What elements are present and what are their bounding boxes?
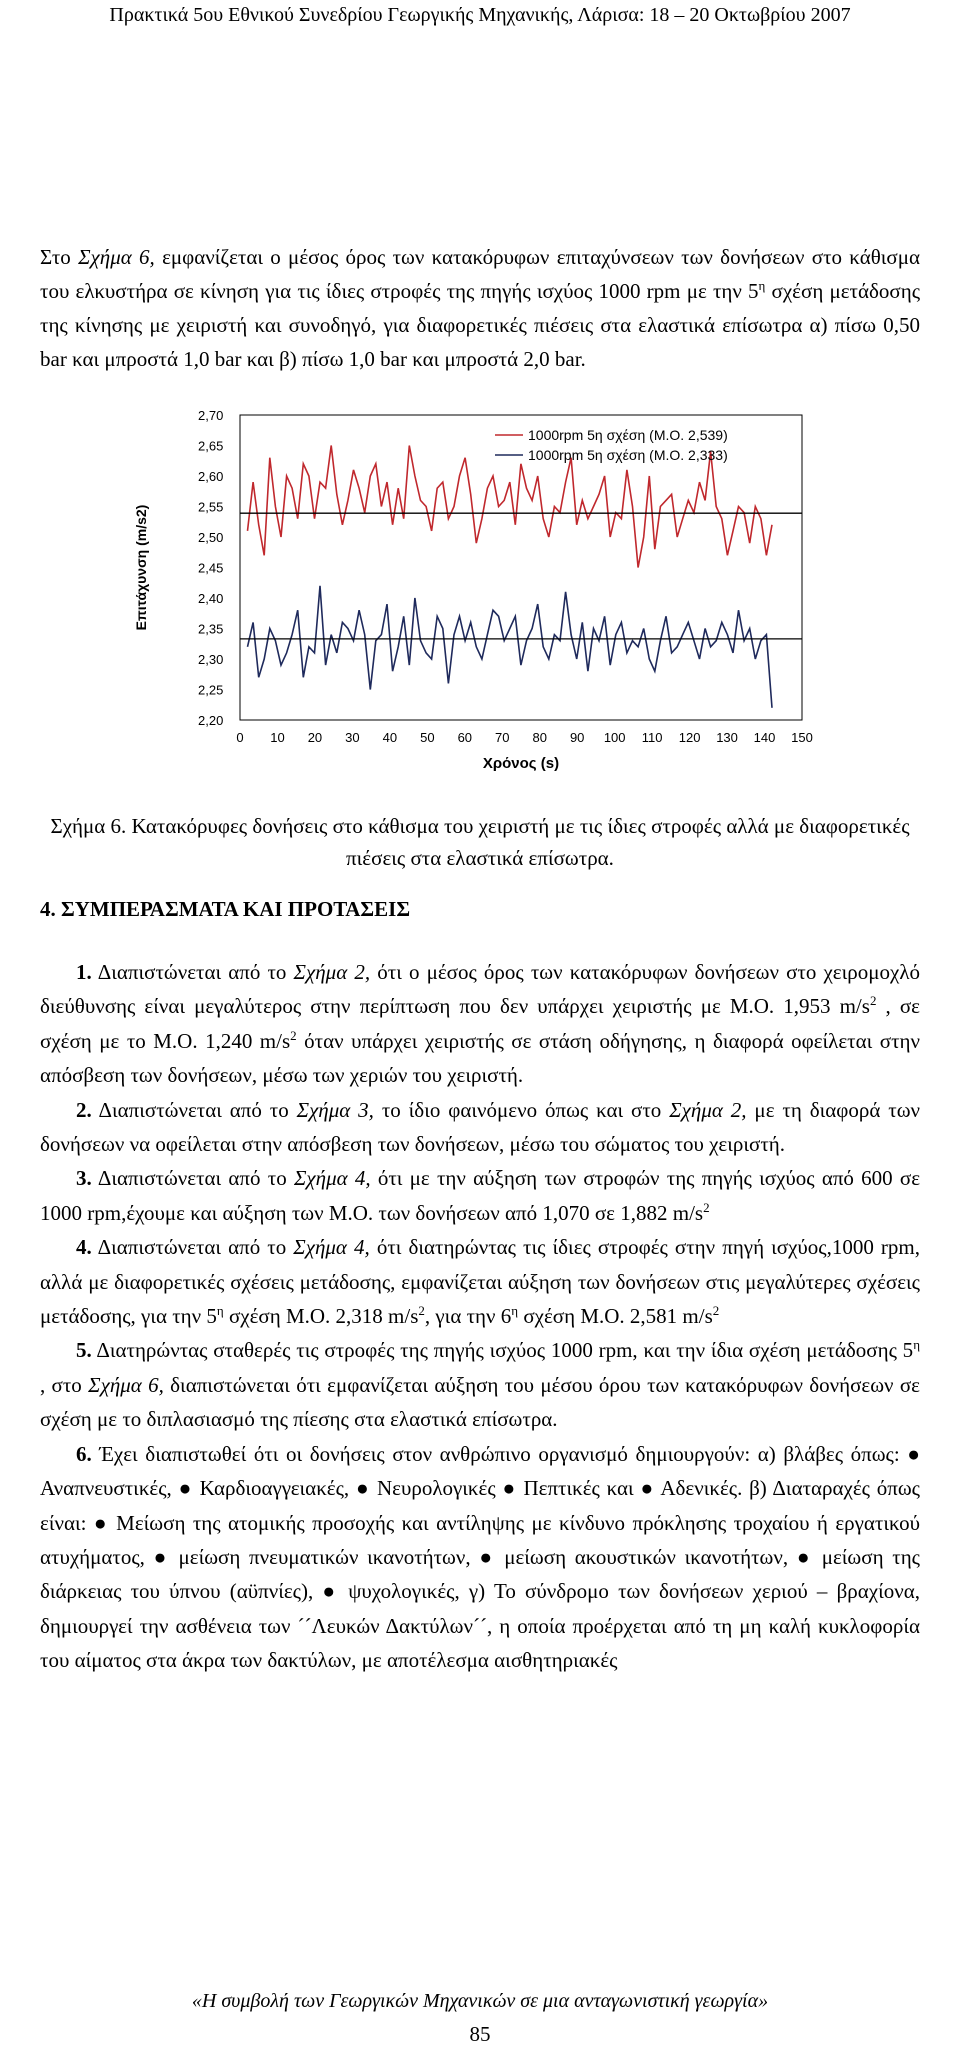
item-text: διαπιστώνεται ότι εμφανίζεται αύξηση του μέσου όρου των κατακόρυφων δονήσεων σε σχέση με το διπλασιασμό της πίεσης στα ελαστικά επίσωτρα. bbox=[40, 1372, 920, 1432]
figure-caption: Σχήμα 6. Κατακόρυφες δονήσεις στο κάθισμα του χειριστή με τις ίδιες στροφές αλλά με διαφορετικές πιέσεις στα ελαστικά επίσωτρα. bbox=[50, 814, 910, 870]
y-tick-label: 2,65 bbox=[198, 438, 224, 454]
x-axis-title: Χρόνος (s) bbox=[482, 755, 560, 772]
item-text: ότι με την αύξηση των στροφών της πηγής ισχύος από 600 σε 1000 rpm,έχουμε και αύξηση των Μ.Ο. των δονήσεων από 1,070 σε 1,882 m/s bbox=[40, 1166, 921, 1225]
item-number: 4. bbox=[76, 1235, 92, 1260]
x-tick-label: 150 bbox=[791, 730, 813, 745]
y-tick-label: 2,70 bbox=[198, 408, 224, 423]
item-number: 1. bbox=[76, 960, 92, 984]
series-line-1 bbox=[248, 446, 773, 568]
item-text: Έχει διαπιστωθεί ότι οι δονήσεις στον ανθρώπινο οργανισμό δημιουργούν: α) βλάβες όπως: ● Αναπνευστικές, ● Καρδιοαγγειακές, ● Νευρολογικές ● Πεπτικές και ● Αδενικές. β) Διαταραχές όπως είναι: ● Μείωση της ατομικής προσοχής και αντίληψης με κίνδυνο πρόκλησης τροχαίου ή εργατικού ατυχήματος, ● μείωση πνευματικών ικανοτήτων, ● μείωση ακουστικών ικανοτήτων, ● μείωση της διάρκειας του ύπνου (αϋπνίες), ● ψυχολογικές, γ) Το σύνδρομο των δονήσεων χεριού – βραχίονα, δημιουργεί την ασθένεια των ´´Λευκών Δακτύλων´´, η οποία προέρχεται από τη μη καλή κυκλοφορία του αίματος στα άκρα των δακτύλων, με αποτέλεσμα αισθητηριακές bbox=[40, 1441, 920, 1673]
item-text: Διατηρώντας σταθερές τις στροφές της πηγής ισχύος 1000 rpm, και την ίδια σχέση μετάδοσης 5 bbox=[91, 1338, 914, 1363]
conclusion-item-1 bbox=[40, 955, 920, 1093]
item-figure-ref: Σχήμα 6, bbox=[88, 1372, 164, 1397]
item-number: 3. bbox=[76, 1166, 92, 1191]
item-text: όταν υπάρχει χειριστής σε στάση οδήγησης, η διαφορά οφείλεται στην απόσβεση των δονήσεων, μέσω των χεριών του χειριστή. bbox=[40, 1028, 920, 1088]
item-text: Διαπιστώνεται από το bbox=[91, 1166, 294, 1191]
running-footer: «Η συμβολή των Γεωργικών Μηχανικών σε μια ανταγωνιστική γεωργία» bbox=[191, 1990, 769, 2012]
item-text: , σε σχέση με το Μ.Ο. 1,240 m/s bbox=[40, 994, 920, 1053]
item-text: σχέση Μ.Ο. 2,581 m/s bbox=[518, 1304, 713, 1329]
x-tick-label: 10 bbox=[270, 730, 285, 745]
item-superscript: η bbox=[913, 1337, 920, 1353]
page-number: 85 bbox=[469, 2022, 491, 2046]
item-text: το ίδιο φαινόμενο όπως και στο bbox=[373, 1097, 670, 1122]
item-figure-ref: Σχήμα 4, bbox=[293, 1166, 371, 1191]
y-axis-title: Επιτάχυνση (m/s2) bbox=[133, 504, 149, 631]
item-number: 2. bbox=[76, 1097, 92, 1122]
item-superscript: η bbox=[216, 1303, 224, 1319]
item-text: Διαπιστώνεται από το bbox=[91, 1235, 294, 1260]
y-tick-label: 2,25 bbox=[198, 682, 224, 698]
item-text: Διαπιστώνεται από το bbox=[91, 1097, 297, 1122]
x-tick-label: 90 bbox=[569, 730, 585, 745]
item-superscript: 2 bbox=[418, 1303, 425, 1319]
x-tick-label: 60 bbox=[457, 730, 473, 745]
y-tick-label: 2,50 bbox=[198, 530, 224, 545]
item-text: σχέση Μ.Ο. 2,318 m/s bbox=[223, 1304, 419, 1329]
y-tick-label: 2,55 bbox=[198, 499, 224, 515]
x-tick-label: 140 bbox=[753, 730, 776, 745]
conclusion-item-2 bbox=[40, 1093, 920, 1162]
x-tick-label: 0 bbox=[236, 730, 244, 745]
running-header: Πρακτικά 5ου Εθνικού Συνεδρίου Γεωργικής Μηχανικής, Λάρισα: 18 – 20 Οκτωβρίου 2007 bbox=[109, 4, 851, 26]
item-text: , για την 6 bbox=[424, 1304, 512, 1329]
item-figure-ref: Σχήμα 2, bbox=[669, 1097, 747, 1122]
x-tick-label: 30 bbox=[345, 730, 360, 745]
x-tick-label: 110 bbox=[641, 730, 663, 745]
x-tick-label: 80 bbox=[532, 730, 547, 745]
item-figure-ref: Σχήμα 4, bbox=[293, 1235, 370, 1260]
y-tick-label: 2,45 bbox=[198, 560, 224, 576]
acceleration-line-chart bbox=[120, 405, 820, 800]
intro-text-1: Στο bbox=[40, 245, 79, 269]
item-text: ότι διατηρώντας τις ίδιες στροφές στην πηγή ισχύος,1000 rpm, αλλά με διαφορετικές σχέσεις μετάδοσης, εμφανίζεται αύξηση των δονήσεων στις μεγαλύτερες σχέσεις μετάδοσης, για την 5 bbox=[40, 1235, 921, 1329]
intro-text-3: σχέση μετάδοσης της κίνησης με χειριστή και συνοδηγό, για διαφορετικές πιέσεις στα ελαστικά επίσωτρα α) πίσω 0,50 bar και μπροστά 1,0 bar και β) πίσω 1,0 bar και μπροστά 2,0 bar. bbox=[40, 279, 921, 371]
item-superscript: 2 bbox=[869, 993, 877, 1009]
y-tick-label: 2,40 bbox=[198, 591, 224, 606]
x-tick-label: 20 bbox=[307, 730, 323, 745]
legend-label-1: 1000rpm 5η σχέση (Μ.Ο. 2,539) bbox=[528, 427, 728, 443]
legend-label-2: 1000rpm 5η σχέση (Μ.Ο. 2,333) bbox=[528, 447, 728, 463]
y-tick-label: 2,60 bbox=[198, 469, 224, 484]
item-text: Διαπιστώνεται από το bbox=[91, 960, 294, 984]
y-tick-label: 2,35 bbox=[198, 621, 224, 637]
x-tick-label: 130 bbox=[716, 730, 738, 745]
x-tick-label: 70 bbox=[495, 730, 510, 745]
item-figure-ref: Σχήμα 3, bbox=[296, 1097, 374, 1122]
figure-6 bbox=[120, 405, 820, 800]
item-superscript: 2 bbox=[703, 1199, 710, 1215]
intro-figure-ref: Σχήμα 6, bbox=[78, 245, 155, 269]
intro-paragraph bbox=[40, 240, 920, 376]
intro-superscript: η bbox=[758, 278, 766, 293]
intro-text-2: εμφανίζεται ο μέσος όρος των κατακόρυφων επιταχύνσεων των δονήσεων στο κάθισμα του ελκυστήρα σε κίνηση για τις ίδιες στροφές της πηγής ισχύος 1000 rpm με την 5 bbox=[40, 245, 920, 303]
conclusion-item-4 bbox=[40, 1230, 920, 1333]
item-number: 5. bbox=[76, 1338, 92, 1363]
item-figure-ref: Σχήμα 2, bbox=[293, 960, 371, 984]
item-text: με τη διαφορά των δονήσεων να οφείλεται στην απόσβεση των δονήσεων, μέσω του σώματος του χειριστή. bbox=[40, 1097, 921, 1157]
conclusion-item-6 bbox=[40, 1437, 920, 1678]
series-line-2 bbox=[248, 586, 773, 708]
item-superscript: 2 bbox=[290, 1027, 297, 1043]
section-title: 4. ΣΥΜΠΕΡΑΣΜΑΤΑ ΚΑΙ ΠΡΟΤΑΣΕΙΣ bbox=[40, 897, 411, 921]
conclusion-item-5 bbox=[40, 1333, 920, 1436]
y-tick-label: 2,20 bbox=[198, 713, 224, 728]
conclusions-list bbox=[40, 955, 920, 1678]
x-tick-label: 40 bbox=[382, 730, 398, 745]
item-superscript: η bbox=[511, 1303, 519, 1319]
item-number: 6. bbox=[76, 1441, 92, 1466]
conclusion-item-3 bbox=[40, 1161, 920, 1230]
x-tick-label: 120 bbox=[678, 730, 701, 745]
x-tick-label: 50 bbox=[420, 730, 435, 745]
y-tick-label: 2,30 bbox=[198, 652, 224, 667]
x-tick-label: 100 bbox=[603, 730, 626, 745]
item-superscript: 2 bbox=[712, 1303, 720, 1319]
item-text: , στο bbox=[40, 1372, 89, 1397]
item-text: ότι ο μέσος όρος των κατακόρυφων δονήσεων στο χειρομοχλό διεύθυνσης είναι μεγαλύτερος στην περίπτωση που δεν υπάρχει χειριστής με Μ.Ο. 1,953 m/s bbox=[40, 960, 921, 1019]
